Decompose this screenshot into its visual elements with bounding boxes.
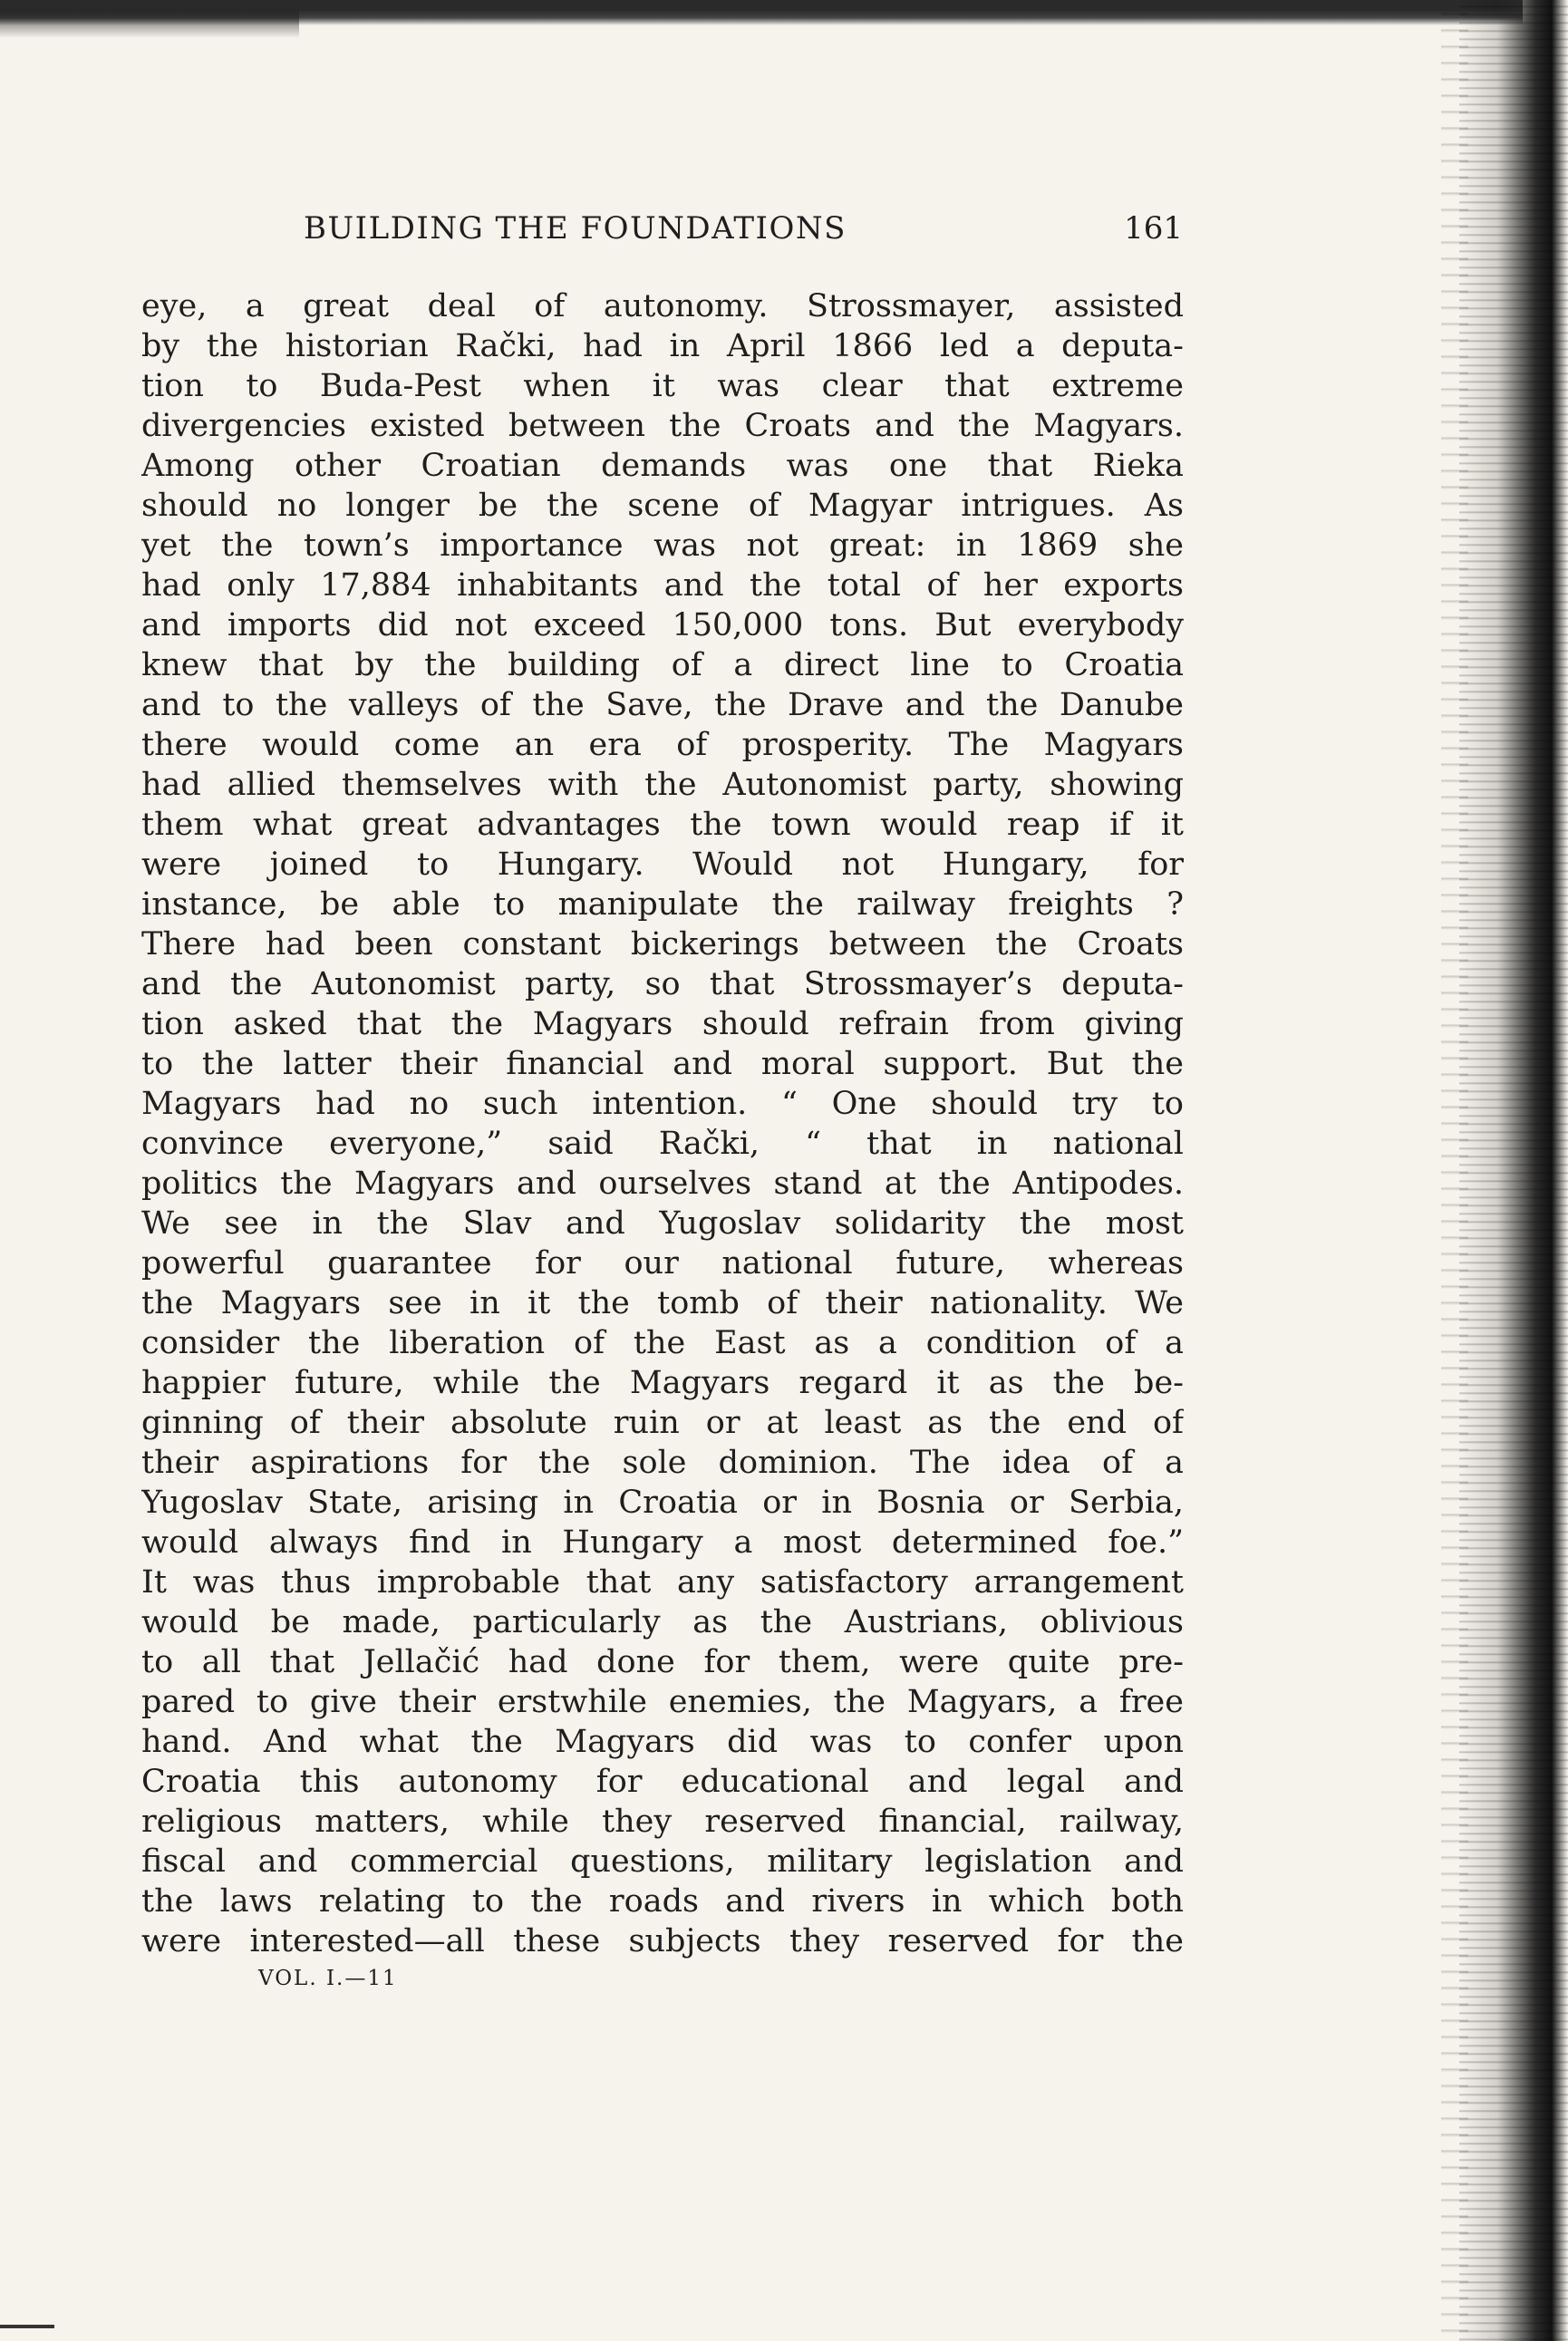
text-line: religious matters, while they reserved financial, railway, (141, 1804, 1184, 1840)
text-line: and to the valleys of the Save, the Drave and the Danube (141, 687, 1184, 723)
page-bottom-mark (0, 2325, 54, 2328)
text-line: Croatia this autonomy for educational and legal and (141, 1764, 1184, 1800)
running-head-title: BUILDING THE FOUNDATIONS (304, 210, 847, 247)
text-line: tion to Buda-Pest when it was clear that extreme (141, 368, 1184, 404)
text-line: Yugoslav State, arising in Croatia or in Bosnia or Serbia, (141, 1485, 1184, 1521)
text-line: the Magyars see in it the tomb of their nationality. We (141, 1285, 1184, 1321)
page-number: 161 (1124, 210, 1183, 247)
page-top-shadow-fade (0, 9, 299, 38)
text-line: pared to give their erstwhile enemies, the Magyars, a free (141, 1684, 1184, 1720)
text-line: eye, a great deal of autonomy. Strossmayer, assisted (141, 288, 1184, 324)
text-line: were joined to Hungary. Would not Hungary, for (141, 846, 1184, 883)
text-line: Magyars had no such intention. “ One should try to (141, 1086, 1184, 1122)
text-line: divergencies existed between the Croats and the Magyars. (141, 408, 1184, 444)
text-line: fiscal and commercial questions, military legislation and (141, 1843, 1184, 1880)
text-line: the laws relating to the roads and rivers in which both (141, 1883, 1184, 1920)
text-line: to the latter their financial and moral support. But the (141, 1046, 1184, 1082)
text-line: happier future, while the Magyars regard it as the be- (141, 1365, 1184, 1401)
text-line: yet the town’s importance was not great: in 1869 she (141, 527, 1184, 564)
signature-mark: VOL. I.—11 (258, 1967, 398, 1990)
text-line: were interested—all these subjects they reserved for the (141, 1923, 1184, 1959)
text-line: hand. And what the Magyars did was to confer upon (141, 1724, 1184, 1760)
text-line: knew that by the building of a direct line to Croatia (141, 647, 1184, 683)
text-line: tion asked that the Magyars should refrain from giving (141, 1006, 1184, 1042)
text-line: instance, be able to manipulate the railway freights ? (141, 886, 1184, 923)
text-line: and imports did not exceed 150,000 tons. But everybody (141, 607, 1184, 643)
text-line: powerful guarantee for our national future, whereas (141, 1245, 1184, 1282)
text-line: There had been constant bickerings between the Croats (141, 926, 1184, 963)
text-line: We see in the Slav and Yugoslav solidarity the most (141, 1205, 1184, 1242)
text-line: would be made, particularly as the Austrians, oblivious (141, 1604, 1184, 1640)
text-line: ginning of their absolute ruin or at least as the end of (141, 1405, 1184, 1441)
text-line: and the Autonomist party, so that Strossmayer’s deputa- (141, 966, 1184, 1002)
text-line: should no longer be the scene of Magyar intrigues. As (141, 488, 1184, 524)
text-line: by the historian Rački, had in April 1866 led a deputa- (141, 328, 1184, 364)
text-line: politics the Magyars and ourselves stand at the Antipodes. (141, 1166, 1184, 1202)
body-text (141, 286, 1184, 1961)
text-line: had only 17,884 inhabitants and the total of her exports (141, 567, 1184, 604)
text-line: Among other Croatian demands was one that Rieka (141, 448, 1184, 484)
running-head (304, 210, 1183, 265)
text-line: them what great advantages the town would reap if it (141, 807, 1184, 843)
text-line: convince everyone,” said Rački, “ that in national (141, 1126, 1184, 1162)
page-edge-shadow (1459, 0, 1568, 2341)
text-line: would always find in Hungary a most determined foe.” (141, 1524, 1184, 1561)
text-line: had allied themselves with the Autonomist party, showing (141, 767, 1184, 803)
text-line: to all that Jellačić had done for them, were quite pre- (141, 1644, 1184, 1680)
text-line: It was thus improbable that any satisfactory arrangement (141, 1564, 1184, 1601)
text-line: consider the liberation of the East as a condition of a (141, 1325, 1184, 1361)
text-line: their aspirations for the sole dominion. The idea of a (141, 1445, 1184, 1481)
text-line: there would come an era of prosperity. The Magyars (141, 727, 1184, 763)
